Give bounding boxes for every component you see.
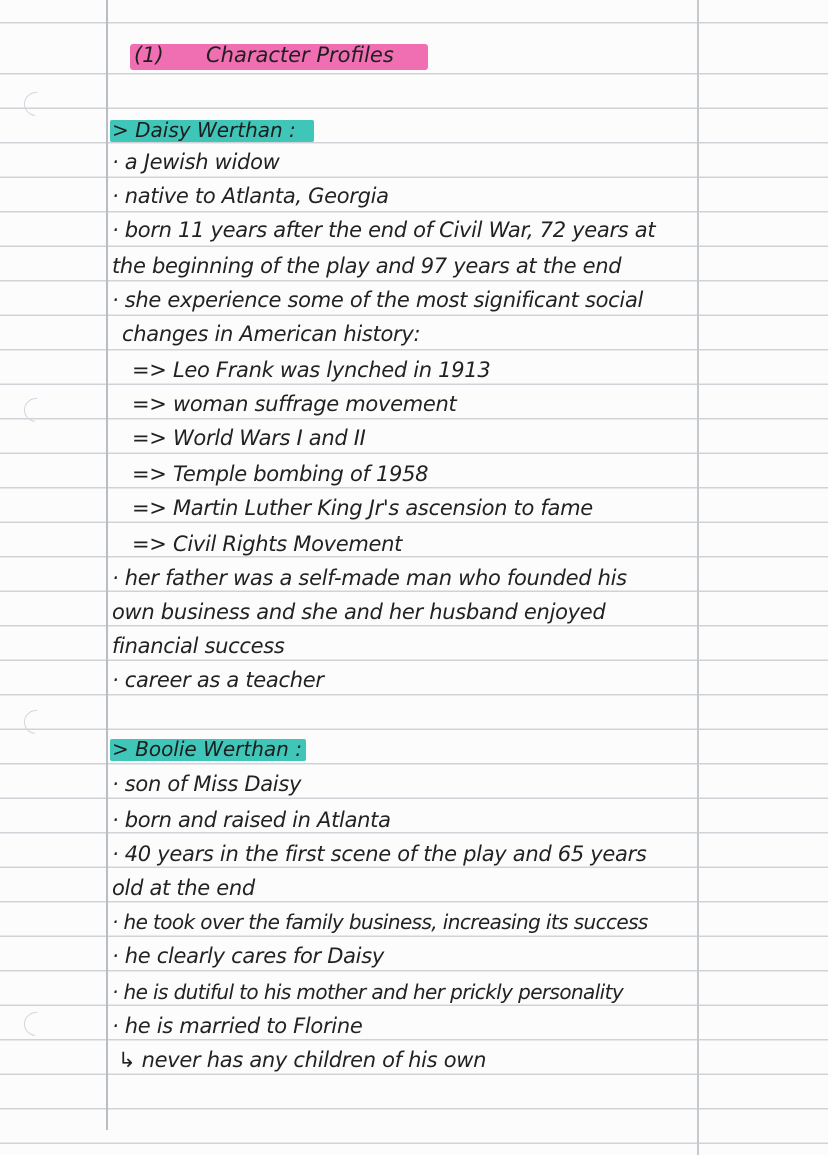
note-line: · son of Miss Daisy (112, 772, 302, 796)
note-line: · career as a teacher (112, 668, 324, 692)
note-line: => World Wars I and II (132, 426, 366, 450)
note-line: · 40 years in the first scene of the play and 65 years (112, 842, 647, 866)
section-heading-boolie: > Boolie Werthan : (112, 737, 302, 761)
note-line: ↳ never has any children of his own (118, 1048, 487, 1072)
note-line: · a Jewish widow (112, 150, 280, 174)
page-title: Character Profiles (206, 43, 394, 67)
left-margin-line (106, 0, 108, 1130)
note-line: · he is married to Florine (112, 1014, 363, 1038)
note-line: => Leo Frank was lynched in 1913 (132, 358, 491, 382)
note-line: own business and she and her husband enjoyed (112, 600, 606, 624)
note-line: · he is dutiful to his mother and her prickly personality (112, 980, 624, 1004)
note-line: the beginning of the play and 97 years at the end (112, 254, 622, 278)
note-line: · born 11 years after the end of Civil War, 72 years at (112, 218, 656, 242)
note-line: => Civil Rights Movement (132, 532, 403, 556)
note-line: · she experience some of the most significant social (112, 288, 644, 312)
note-line: financial success (112, 634, 285, 658)
note-line: · he took over the family business, increasing its success (112, 910, 648, 934)
note-line: => Martin Luther King Jr's ascension to fame (132, 496, 593, 520)
note-line: · her father was a self-made man who founded his (112, 566, 627, 590)
section-heading-daisy: > Daisy Werthan : (112, 118, 296, 142)
right-margin-line (697, 0, 699, 1155)
note-line: · he clearly cares for Daisy (112, 944, 384, 968)
note-line: · born and raised in Atlanta (112, 808, 391, 832)
note-line: old at the end (112, 876, 255, 900)
note-line: · native to Atlanta, Georgia (112, 184, 389, 208)
title-number: (1) (134, 43, 164, 67)
note-line: => woman suffrage movement (132, 392, 457, 416)
note-line: => Temple bombing of 1958 (132, 462, 429, 486)
note-line: changes in American history: (122, 322, 421, 346)
